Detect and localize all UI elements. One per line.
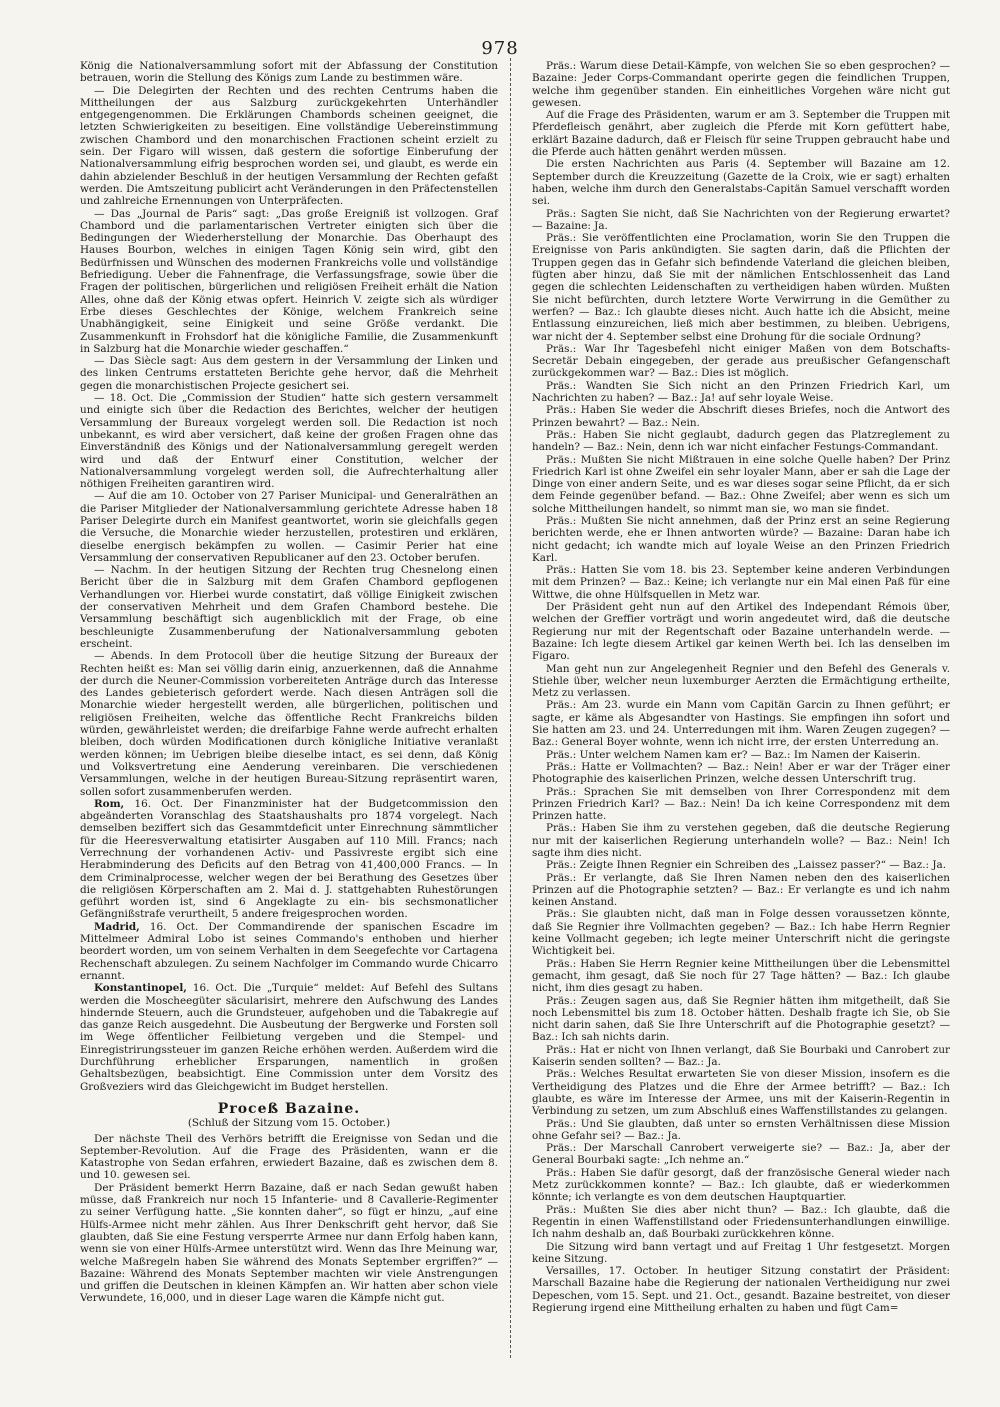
testimony-paragraph: Präs.: Zeugen sagen aus, daß Sie Regnier hätten ihm mitgetheilt, daß Sie noch Lebensmittel bis zum 18. October hätten. Deshalb fragte ich Sie, ob Sie nicht darin sahen, daß Sie Ihre Unterschrift auf die Photographie gesetzt? — Baz.: Ich sah nichts darin.	[532, 994, 950, 1044]
testimony-paragraph: Präs.: Sprachen Sie mit demselben von Ihrer Correspondenz mit dem Prinzen Friedrich Karl? — Baz.: Nein! Da ich keine Correspondenz mit dem Prinzen hatte.	[532, 785, 950, 823]
article-text: König die Nationalversammlung sofort mit der Abfassung der Constitution betrauen, worin die Stellung des Königs zum Lande zu bestimmen wäre.	[80, 60, 498, 85]
dateline: Madrid,	[94, 920, 140, 933]
article-paragraph	[80, 798, 498, 921]
testimony-paragraph: Versailles, 17. October. In heutiger Sitzung constatirt der Präsident: Marschall Bazaine habe die Regierung der nationalen Vertheidigung nur zwei Depeschen, vom 15. Sept. und 21. Oct., gesandt. Bazaine bestreitet, von dieser Regierung irgend eine Mittheilung erhalten zu haben und fügt Cam=	[532, 1265, 950, 1314]
article-paragraph	[80, 355, 498, 392]
left-column-articles	[80, 60, 498, 1093]
article-paragraph	[80, 208, 498, 356]
article-text: 16. Oct. Der Commandirende der spanischen Escadre im Mittelmeer Admiral Lobo ist seines Commando's enthoben und hierher beordert worden, um von seinem Verhalten in dem Seegefechte vor Cartagena Rechenschaft abzulegen. Zu seinem Nachfolger im Commando wurde Chicarro ernannt.	[80, 920, 498, 982]
dateline: Rom,	[94, 797, 125, 810]
testimony-paragraph: Die ersten Nachrichten aus Paris (4. September will Bazaine am 12. September durch die Kreuzzeitung (Gazette de la Croix, wie er sagt) erhalten haben, welche ihm durch den Generalstabs-Capitän Samuel verschafft worden sei.	[532, 158, 950, 208]
testimony-paragraph: Präs.: Haben Sie Herrn Regnier keine Mittheilungen über die Lebensmittel gemacht, ihm gesagt, daß Sie noch für 27 Tage hätten? — Baz.: Ich glaube nicht, ihm dies gesagt zu haben.	[532, 957, 950, 995]
trial-paragraphs	[80, 1133, 498, 1305]
article-paragraph	[80, 392, 498, 490]
testimony-paragraph: Präs.: Hat er nicht von Ihnen verlangt, daß Sie Bourbaki und Canrobert zur Kaiserin senden sollten? — Baz.: Ja.	[532, 1043, 950, 1069]
article-text: — Das Siècle sagt: Aus dem gestern in der Versammlung der Linken und des linken Centrums erstatteten Berichte gehe hervor, daß die Mehrheit gegen die monarchistischen Projecte gesichert sei.	[80, 355, 498, 392]
right-column-paragraphs	[532, 60, 950, 1314]
testimony-paragraph: Präs.: Haben Sie nicht geglaubt, dadurch gegen das Platzreglement zu handeln? — Baz.: Nein, denn ich war nicht einfacher Festungs-Commandant.	[532, 428, 950, 454]
right-column	[532, 60, 950, 1314]
article-text: 16. Oct. Der Finanzminister hat der Budgetcommission den abgeänderten Voranschlag des Staatshaushalts pro 1874 vorgelegt. Nach demselben beziffert sich das Gesammtdeficit unter Einrechnung sämmtlicher für die Heeresverwaltung etatisirter Ausgaben auf 110 Mill. Francs; nach Verrechnung der vorhandenen Activ- und Passivreste ergibt sich eine Herabminderung des Deficits auf den Betrag von 41,400,000 Francs. — In dem Criminalprocesse, welcher wegen der bei Berathung des Gesetzes über die religiösen Körperschaften am 2. Mai d. J. stattgehabten Ruhestörungen geführt worden ist, sind 6 Angeklagte zu ein- bis sechsmonatlicher Gefängnißstrafe verurtheilt, 5 andere freigesprochen worden.	[80, 797, 498, 921]
testimony-paragraph: Präs.: Haben Sie dafür gesorgt, daß der französische General wieder nach Metz zurückkommen konnte? — Baz.: Ich glaubte, daß er wiederkommen könnte; ich verlangte es von dem deutschen Hauptquartier.	[532, 1166, 950, 1204]
article-text: — Auf die am 10. October von 27 Pariser Municipal- und Generalräthen an die Pariser Mitglieder der Nationalversammlung gerichtete Adresse haben 18 Pariser Delegirte durch ein Manifest geantwortet, worin sie gleichfalls gegen die Versuche, die Monarchie wieder herzustellen, protestiren und erklären, dieselbe energisch bekämpfen zu wollen. — Casimir Perier hat eine Versammlung der conservativen Republicaner auf den 23. October berufen.	[80, 490, 498, 564]
testimony-paragraph: Präs.: Warum diese Detail-Kämpfe, von welchen Sie so eben gesprochen? — Bazaine: Jeder Corps-Commandant operirte gegen die feindlichen Truppen, welche ihm gegenüber standen. Ein einheitliches Vorgehen wäre nicht gut gewesen.	[532, 60, 950, 109]
testimony-paragraph: Präs.: Sagten Sie nicht, daß Sie Nachrichten von der Regierung erwartet? — Bazaine: Ja.	[532, 207, 950, 232]
article-text: — Die Delegirten der Rechten und des rechten Centrums haben die Mittheilungen der aus Salzburg zurückgekehrten Unterhändler entgegengenommen. Die Erklärungen Chambords scheinen geeignet, die letzten Schwierigkeiten zu beseitigen. Eine vollständige Uebereinstimmung zwischen Chambord und den monarchischen Fractionen scheint erzielt zu sein. Der Figaro will wissen, daß gestern die sofortige Einberufung der Nationalversammlung eifrig besprochen worden sei, und glaubt, es werde ein dahin abzielender Beschluß in der heutigen Versammlung der Rechten gefaßt werden. Die Amtszeitung publicirt acht Veränderungen in den Präfectenstellen und zahlreiche Ernennungen von Unterpräfecten.	[80, 84, 498, 208]
testimony-paragraph: Die Sitzung wird bann vertagt und auf Freitag 1 Uhr festgesetzt. Morgen keine Sitzung.	[532, 1240, 950, 1265]
article-text: — Abends. In dem Protocoll über die heutige Sitzung der Bureaux der Rechten heißt es: Man sei völlig darin einig, anzuerkennen, daß die Annahme der durch die Neuner-Commission vorbereiteten Anträge durch das Interesse des Landes gebieterisch gefordert werde. Nach diesen Anträgen soll die Monarchie wieder hergestellt werden, alle bürgerlichen, politischen und religiösen Freiheiten, welche das öffentliche Recht Frankreichs bilden würden, gewährleistet werden; die dreifarbige Fahne werde aufrecht erhalten bleiben, doch würden Modificationen durch königliche Initiative veranlaßt werden können; im Uebrigen bleibe dieselbe intact, es sei denn, daß König und Volksvertretung eine Aenderung vereinbaren. Die verschiedenen Versammlungen, welche in der heutigen Bureau-Sitzung repräsentirt waren, sollen sofort zusammenberufen werden.	[80, 650, 498, 798]
testimony-paragraph: Präs.: Welches Resultat erwarteten Sie von dieser Mission, insofern es die Vertheidigung des Platzes und die Ehre der Armee betrifft? — Baz.: Ich glaubte, es wäre im Interesse der Armee, uns mit der Kaiserin-Regentin in Verbindung zu setzen, um zum Abschluß eines Waffenstillstandes zu gelangen.	[532, 1068, 950, 1118]
trial-heading: Proceß Bazaine.	[217, 1100, 361, 1117]
testimony-paragraph: Der Präsident geht nun auf den Artikel des Independant Rémois über, welchen der Greffier vorträgt und worin angedeutet wird, daß die deutsche Regierung nur mit der Regentschaft oder Bazaine unterhandeln werde. — Bazaine: Ich legte diesem Artikel gar keinen Werth bei. Ich las denselben im Figaro.	[532, 601, 950, 663]
testimony-paragraph: Auf die Frage des Präsidenten, warum er am 3. September die Truppen mit Pferdefleisch genährt, aber zugleich die Pferde mit Korn gefüttert habe, erklärt Bazaine dadurch, daß er Fleisch für seine Truppen gebraucht habe und die Pferde auch hätten genährt werden müssen.	[532, 109, 950, 159]
article-paragraph	[80, 982, 498, 1093]
article-text: 16. Oct. Die „Turquie“ meldet: Auf Befehl des Sultans werden die Moscheegüter säcularisirt, mehrere den Aufschwung des Landes hindernde Steuern, auch die Grundsteuer, aufgehoben und die Tabakregie auf das ganze Reich ausgedehnt. Die Ausbeutung der Bergwerke und Forsten soll im Wege öffentlicher Feilbietung vergeben und die Stempel- und Einregistrirungssteuer im ganzen Reiche erhöhen werden. Außerdem wird die Durchführung erheblicher Ersparungen, namentlich in großen Gehaltsbezügen, beabsichtigt. Eine Commission unter dem Vorsitz des Großveziers wird das Gleichgewicht im Budget herstellen.	[80, 982, 498, 1093]
testimony-paragraph: Präs.: Mußten Sie nicht annehmen, daß der Prinz erst an seine Regierung berichten werde, ehe er Ihnen antworten würde? — Bazaine: Daran habe ich nicht gedacht; ich wandte mich auf loyale Weise an den Prinzen Friedrich Karl.	[532, 514, 950, 564]
column-divider	[510, 58, 511, 1358]
testimony-paragraph: Man geht nun zur Angelegenheit Regnier und den Befehl des Generals v. Stiehle über, welcher neun luxemburger Aerzten die Ermächtigung ertheilte, Metz zu verlassen.	[532, 662, 950, 700]
testimony-paragraph: Präs.: Unter welchem Namen kam er? — Baz.: Im Namen der Kaiserin.	[546, 748, 921, 761]
testimony-paragraph: Präs.: Hatten Sie vom 18. bis 23. September keine anderen Verbindungen mit dem Prinzen? — Baz.: Keine; ich verlangte nur ein Mal einen Paß für eine Wittwe, die ohne Hülfsquellen in Metz war.	[532, 564, 950, 601]
testimony-paragraph: Präs.: Sie glaubten nicht, daß man in Folge dessen voraussetzen könnte, daß Sie Regnier ihre Vollmachten gegeben? — Baz.: Ich habe Herrn Regnier keine Vollmacht gegeben; ich legte meiner Unterschrift nicht die geringste Wichtigkeit bei.	[532, 908, 950, 958]
article-paragraph	[80, 921, 498, 982]
testimony-paragraph: Präs.: Sie veröffentlichten eine Proclamation, worin Sie den Truppen die Ereignisse von Paris ankündigten. Sie sagten darin, daß die Pflichten der Truppen gegen das in Gefahr sich befindende Vaterland die gleichen bleiben, fügten aber hinzu, daß Sie mit der nämlichen Entschlossenheit das Land gegen die schlechten Leidenschaften zu vertheidigen haben würden. Mußten Sie nicht befürchten, durch letztere Worte Verwirrung in die Gemüther zu werfen? — Baz.: Ich glaubte dieses nicht. Auch hatte ich die Absicht, meine Entlassung einzureichen, ließ mich aber bestimmen, zu bleiben. Uebrigens, war nicht der 4. September selbst eine Drohung für die sociale Ordnung?	[532, 232, 950, 343]
testimony-paragraph: Präs.: Und Sie glaubten, daß unter so ernsten Verhältnissen diese Mission ohne Gefahr sei? — Baz.: Ja.	[532, 1117, 950, 1142]
testimony-paragraph: Präs.: Mußten Sie nicht Mißtrauen in eine solche Quelle haben? Der Prinz Friedrich Karl ist ohne Zweifel ein sehr loyaler Mann, aber er sah die Lage der Dinge von einer andern Seite, und es war dieses sogar seine Pflicht, da er sich dem Feinde gegenüber befand. — Baz.: Ohne Zweifel; aber wenn es sich um solche Mittheilungen handelt, so nimmt man sie, wo man sie findet.	[532, 453, 950, 515]
testimony-paragraph: Präs.: Haben Sie ihm zu verstehen gegeben, daß die deutsche Regierung nur mit der kaiserlichen Regierung unterhandeln wolle? — Baz.: Nein! Ich sagte ihm dies nicht.	[532, 822, 950, 859]
dateline: Konstantinopel,	[94, 982, 187, 995]
testimony-paragraph: Präs.: Der Marschall Canrobert verweigerte sie? — Baz.: Ja, aber der General Bourbaki sagte: „Ich nehme an.“	[532, 1142, 950, 1167]
article-paragraph	[80, 564, 498, 650]
article-paragraph	[80, 650, 498, 798]
testimony-paragraph: Präs.: Am 23. wurde ein Mann vom Capitän Garcin zu Ihnen geführt; er sagte, er käme als Abgesandter von Hastings. Sie empfingen ihn sofort und Sie hatten am 23. und 24. Unterredungen mit ihm. Waren Zeugen zugegen? — Baz.: General Boyer wohnte, wenn ich nicht irre, der ersten Unterredung an.	[532, 699, 950, 749]
testimony-paragraph: Präs.: Wandten Sie Sich nicht an den Prinzen Friedrich Karl, um Nachrichten zu haben? — Baz.: Ja! auf sehr loyale Weise.	[532, 379, 950, 405]
testimony-paragraph: Präs.: Er verlangte, daß Sie Ihren Namen neben den des kaiserlichen Prinzen auf die Photographie setzten? — Baz.: Er verlangte es und ich nahm keinen Anstand.	[532, 871, 950, 909]
article-paragraph	[80, 85, 498, 208]
testimony-paragraph: Präs.: Hatte er Vollmachten? — Baz.: Nein! Aber er war der Träger einer Photographie des kaiserlichen Prinzen, welche dessen Unterschrift trug.	[532, 760, 950, 786]
trial-subheading: (Schluß der Sitzung vom 15. October.)	[187, 1117, 391, 1130]
article-text: — Das „Journal de Paris“ sagt: „Das große Ereigniß ist vollzogen. Graf Chambord und die parlamentarischen Vertreter einigten sich über die Bedingungen der Wiederherstellung der Monarchie. Das Oberhaupt des Hauses Bourbon, welches in einigen Tagen König sein wird, gibt den Bedürfnissen und Wünschen des modernen Frankreichs volle und vollständige Befriedigung. Ueber die Fahnenfrage, die Verfassungsfrage, sowie über die Fragen der politischen, bürgerlichen und religiösen Freiheit erhält die Nation Alles, ohne daß der König etwas opfert. Heinrich V. zeigte sich als würdiger Erbe dieses Geschlechtes der Könige, welchem Frankreich seine Unabhängigkeit, seine Einigkeit und seine Größe verdankt. Die Zusammenkunft in Frohsdorf hat die königliche Familie, die Zusammenkunft in Salzburg hat die Monarchie wieder geschaffen.“	[80, 207, 498, 355]
testimony-paragraph: Präs.: Zeigte Ihnen Regnier ein Schreiben des „Laissez passer?“ — Baz.: Ja.	[546, 859, 946, 872]
article-paragraph	[80, 60, 498, 85]
article-text: — Nachm. In der heutigen Sitzung der Rechten trug Chesnelong einen Bericht über die in Salzburg mit dem Grafen Chambord gepflogenen Verhandlungen vor. Hierbei wurde constatirt, daß völlige Einigkeit zwischen der conservativen Mehrheit und dem Grafen Chambord bestehe. Die Versammlung beschäftigt sich augenblicklich mit der Frage, ob eine beschleunigte Zusammenberufung der Nationalversammlung geboten erscheint.	[80, 564, 498, 650]
testimony-paragraph: Präs.: War Ihr Tagesbefehl nicht einiger Maßen von dem Botschafts-Secretär Debain eingegeben, der gerade aus preußischer Gefangenschaft zurückgekommen war? — Baz.: Dies ist möglich.	[532, 342, 950, 380]
testimony-paragraph: Präs.: Haben Sie weder die Abschrift dieses Briefes, noch die Antwort des Prinzen bewahrt? — Baz.: Nein.	[532, 404, 950, 429]
left-column	[80, 60, 498, 1305]
article-paragraph	[80, 490, 498, 564]
trial-paragraph: Der Präsident bemerkt Herrn Bazaine, daß er nach Sedan gewußt haben müsse, daß Frankreich nur noch 15 Infanterie- und 8 Cavallerie-Regimenter zu seiner Verfügung hatte. „Sie konnten daher“, so fügt er hinzu, „auf eine Hülfs-Armee nicht mehr zählen. Aus Ihrer Denkschrift geht hervor, daß Sie glaubten, daß Sie eine Festung versperrte Armee nur dann Erfolg haben kann, wenn sie von einer Hülfs-Armee unterstützt wird. Wenn das Ihre Meinung war, welche Maßregeln haben Sie während des Monats September ergriffen?“ — Bazaine: Während des Monats September machten wir viele Anstrengungen und griffen die Deutschen in kleinen Kämpfen an. Wir hatten aber schon viele Verwundete, 16,000, und in dieser Lage waren die Kämpfe nicht gut.	[80, 1181, 498, 1305]
page-number: 978	[481, 38, 519, 59]
testimony-paragraph: Präs.: Mußten Sie dies aber nicht thun? — Baz.: Ich glaubte, daß die Regentin in einen Waffenstillstand oder Friedensunterhandlungen einwillige. Ich nahm deshalb an, daß Bourbaki zurückkehren könne.	[532, 1203, 950, 1241]
trial-paragraph: Der nächste Theil des Verhörs betrifft die Ereignisse von Sedan und die September-Revolution. Auf die Frage des Präsidenten, wann er die Katastrophe von Sedan erfahren, erwiedert Bazaine, daß es zwischen dem 8. und 10. gewesen sei.	[80, 1132, 498, 1182]
article-text: — 18. Oct. Die „Commission der Studien“ hatte sich gestern versammelt und einigte sich über die Redaction des Berichtes, welcher der heutigen Versammlung der Bureaux vorgelegt werden soll. Die Redaction ist noch unbekannt, es wird aber versichert, daß keine der großen Fragen ohne das Einverständniß des Königs und der Nationalversammlung geregelt werden wird und daß der Entwurf einer Constitution, welcher der Nationalversammlung vorgelegt werden soll, die Aufrechterhaltung aller nöthigen Freiheiten garantiren wird.	[80, 392, 498, 491]
